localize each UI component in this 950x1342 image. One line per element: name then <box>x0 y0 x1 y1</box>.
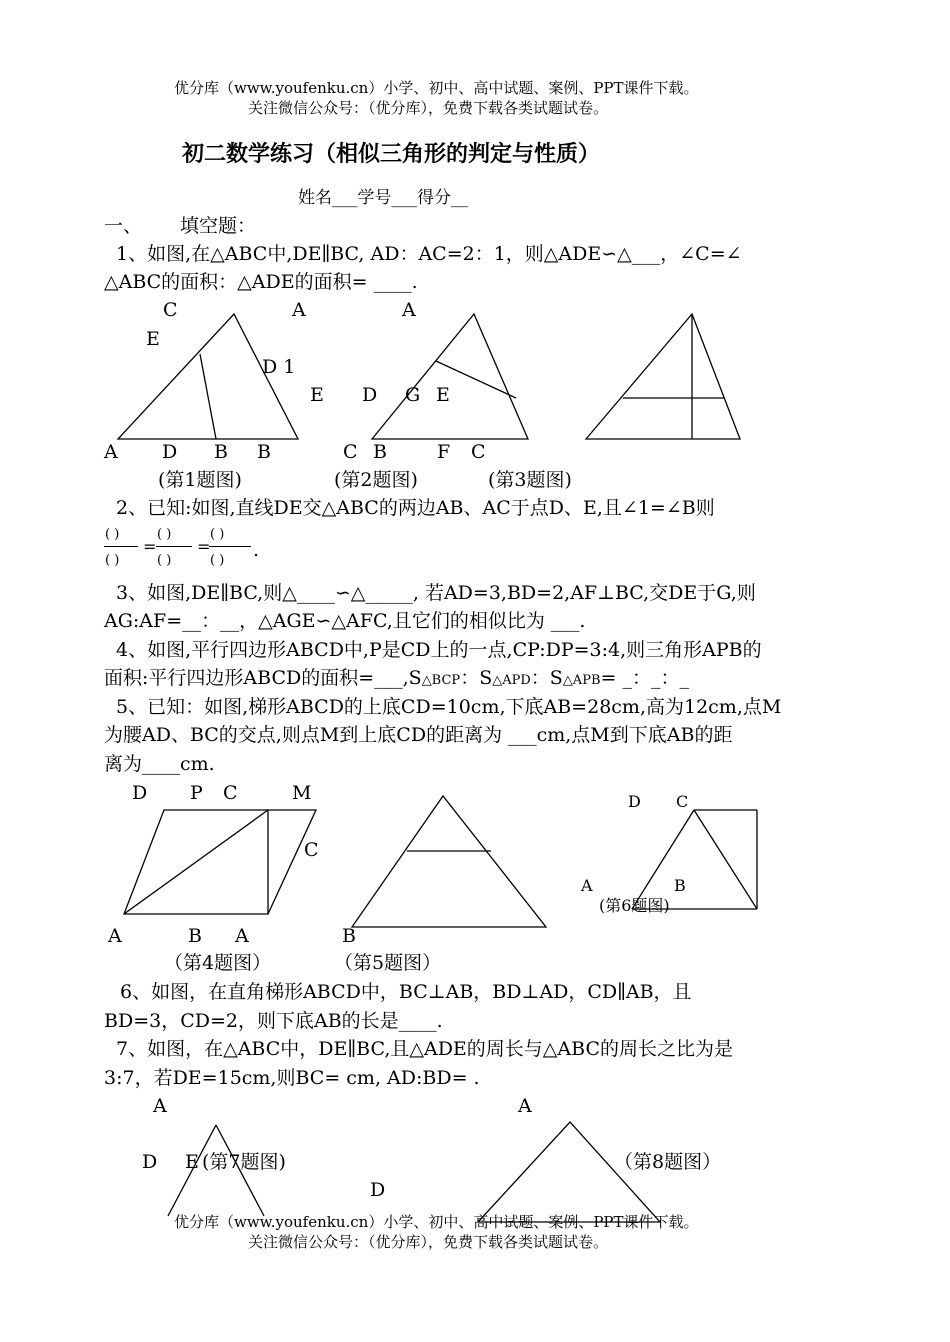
fig1-caption: (第1题图) <box>158 469 242 491</box>
site-footer-line2: 关注微信公众号：（优分库），免费下载各类试题试卷。 <box>248 1233 609 1251</box>
q4-sub2: △APD <box>492 673 531 688</box>
q2-frac2-den: ( ) <box>157 553 172 568</box>
q6-line2: BD=3，CD=2，则下底AB的长是____. <box>104 1010 443 1032</box>
fig3-label-a: A <box>402 299 416 321</box>
q4-line1: 4、如图,平行四边形ABCD中,P是CD上的一点,CP:DP=3:4,则三角形APB的 <box>116 639 762 661</box>
fig2-label-b: B <box>257 441 271 463</box>
fig2-triangle <box>372 314 528 439</box>
fig6-diagonal-db <box>694 810 757 909</box>
q4-line2-a: 面积:平行四边形ABCD的面积=___,S <box>104 667 422 689</box>
q2-frac2-bar <box>156 546 192 547</box>
fig2-caption: (第2题图) <box>334 469 418 491</box>
fig1-label-e: E <box>146 328 160 350</box>
fig5-triangle <box>352 796 546 927</box>
q4-line2-d: = _：_：_ <box>600 667 689 689</box>
fig8-caption: （第8题图） <box>614 1151 722 1173</box>
fig1-label-b: B <box>214 441 228 463</box>
q2-frac1-num: ( ) <box>105 527 120 542</box>
student-info: 姓名___学号___得分__ <box>298 188 468 208</box>
q2-frac3-den: ( ) <box>210 553 225 568</box>
fig4-caption: （第4题图） <box>164 952 272 974</box>
fig5-caption: （第5题图） <box>334 952 442 974</box>
fig6-label-c: C <box>676 792 689 811</box>
q1-line2: △ABC的面积：△ADE的面积= ____. <box>104 271 418 293</box>
fig7-label-e: E <box>185 1151 199 1173</box>
q5-line1: 5、已知：如图,梯形ABCD的上底CD=10cm,下底AB=28cm,高为12cm,点M <box>116 696 782 718</box>
q2-frac1-bar <box>104 546 138 547</box>
fig5-label-c: C <box>304 839 319 861</box>
fig4-label-b: B <box>188 925 202 947</box>
fig1-label-d: D <box>162 441 178 463</box>
fig4-label-a: A <box>108 925 122 947</box>
page-title: 初二数学练习（相似三角形的判定与性质） <box>182 141 601 167</box>
fig5-label-b: B <box>342 925 356 947</box>
q2-line1: 2、已知:如图,直线DE交△ABC的两边AB、AC于点D、E,且∠1=∠B则 <box>116 497 715 519</box>
q4-sub3: △APB <box>562 673 601 688</box>
q2-eq2: = <box>197 537 211 556</box>
figure-2 <box>372 314 528 439</box>
q2-frac1-den: ( ) <box>105 553 120 568</box>
q6-line1: 6、如图，在直角梯形ABCD中，BC⊥AB，BD⊥AD，CD∥AB，且 <box>120 981 692 1003</box>
q4-sub1: △BCP <box>421 673 461 688</box>
fig4-label-c: C <box>223 782 238 804</box>
fig3-label-d: D <box>362 384 378 406</box>
q3-line2: AG:AF=__：__，△AGE∽△AFC,且它们的相似比为 ___. <box>104 610 586 632</box>
q4-line2-c: ：S <box>530 667 563 689</box>
fig1-segment-de <box>200 354 216 439</box>
figure-4 <box>124 810 316 914</box>
figure-5 <box>352 796 546 927</box>
figure-3 <box>586 314 740 439</box>
fig7-label-a: A <box>153 1095 167 1117</box>
fig2-label-e: E <box>310 384 324 406</box>
section-number: 一、 <box>104 215 143 237</box>
q7-line1: 7、如图，在△ABC中，DE∥BC,且△ADE的周长与△ABC的周长之比为是 <box>116 1038 733 1060</box>
site-header-line1: 优分库（www.youfenku.cn）小学、初中、高中试题、案例、PPT课件下载。 <box>174 79 699 97</box>
section-label: 填空题： <box>180 215 257 237</box>
q7-line2: 3:7，若DE=15cm,则BC= cm, AD:BD= . <box>104 1067 480 1089</box>
fig1-label-a: A <box>104 441 118 463</box>
q3-line1: 3、如图,DE∥BC,则△____∽△_____, 若AD=3,BD=2,AF⊥BC,交DE于G,则 <box>116 582 756 604</box>
fig2-label-a: A <box>292 299 306 321</box>
fig5-label-m: M <box>292 782 312 804</box>
q1-line1: 1、如图,在△ABC中,DE∥BC, AD：AC=2：1，则△ADE∽△___，∠C=∠ <box>116 243 742 265</box>
q2-end: . <box>253 539 260 561</box>
fig3-caption: (第3题图) <box>488 469 572 491</box>
q4-line2-b: ：S <box>460 667 493 689</box>
fig3-triangle <box>586 314 740 439</box>
fig6-caption: (第6题图) <box>599 896 670 915</box>
fig7-label-d: D <box>142 1151 158 1173</box>
fig3-label-f: F <box>437 441 451 463</box>
site-header-line2: 关注微信公众号：（优分库），免费下载各类试题试卷。 <box>248 99 609 117</box>
q2-frac3-num: ( ) <box>210 527 225 542</box>
fig8-label-d: D <box>370 1179 386 1201</box>
fig3-label-e: E <box>436 384 450 406</box>
fig3-label-g: G <box>405 384 421 406</box>
fig4-label-p: P <box>190 782 203 804</box>
q2-frac2-num: ( ) <box>157 527 172 542</box>
fig6-label-b: B <box>674 876 686 895</box>
fig5-label-a: A <box>235 925 249 947</box>
fig2-label-c: C <box>343 441 358 463</box>
q5-line2: 为腰AD、BC的交点,则点M到上底CD的距离为 ___cm,点M到下底AB的距 <box>104 724 733 746</box>
fig4-segment-ap <box>124 810 268 914</box>
site-footer-line1: 优分库（www.youfenku.cn）小学、初中、高中试题、案例、PPT课件下载。 <box>174 1213 699 1231</box>
q4-line2 <box>104 666 689 693</box>
fig7-caption: (第7题图) <box>202 1151 286 1173</box>
fig4-parallelogram <box>124 810 316 914</box>
q5-line3: 离为____cm. <box>104 753 215 775</box>
fig4-label-d: D <box>132 782 148 804</box>
fig3-label-b: B <box>373 441 387 463</box>
fig6-label-d: D <box>628 792 641 811</box>
fig1-label-d1: D 1 <box>262 356 296 378</box>
fig8-label-a: A <box>518 1095 532 1117</box>
fig3-label-c: C <box>471 441 486 463</box>
q2-frac3-bar <box>209 546 251 547</box>
fig6-label-a: A <box>581 876 593 895</box>
fig1-label-c: C <box>163 299 178 321</box>
q2-eq1: = <box>143 537 157 556</box>
